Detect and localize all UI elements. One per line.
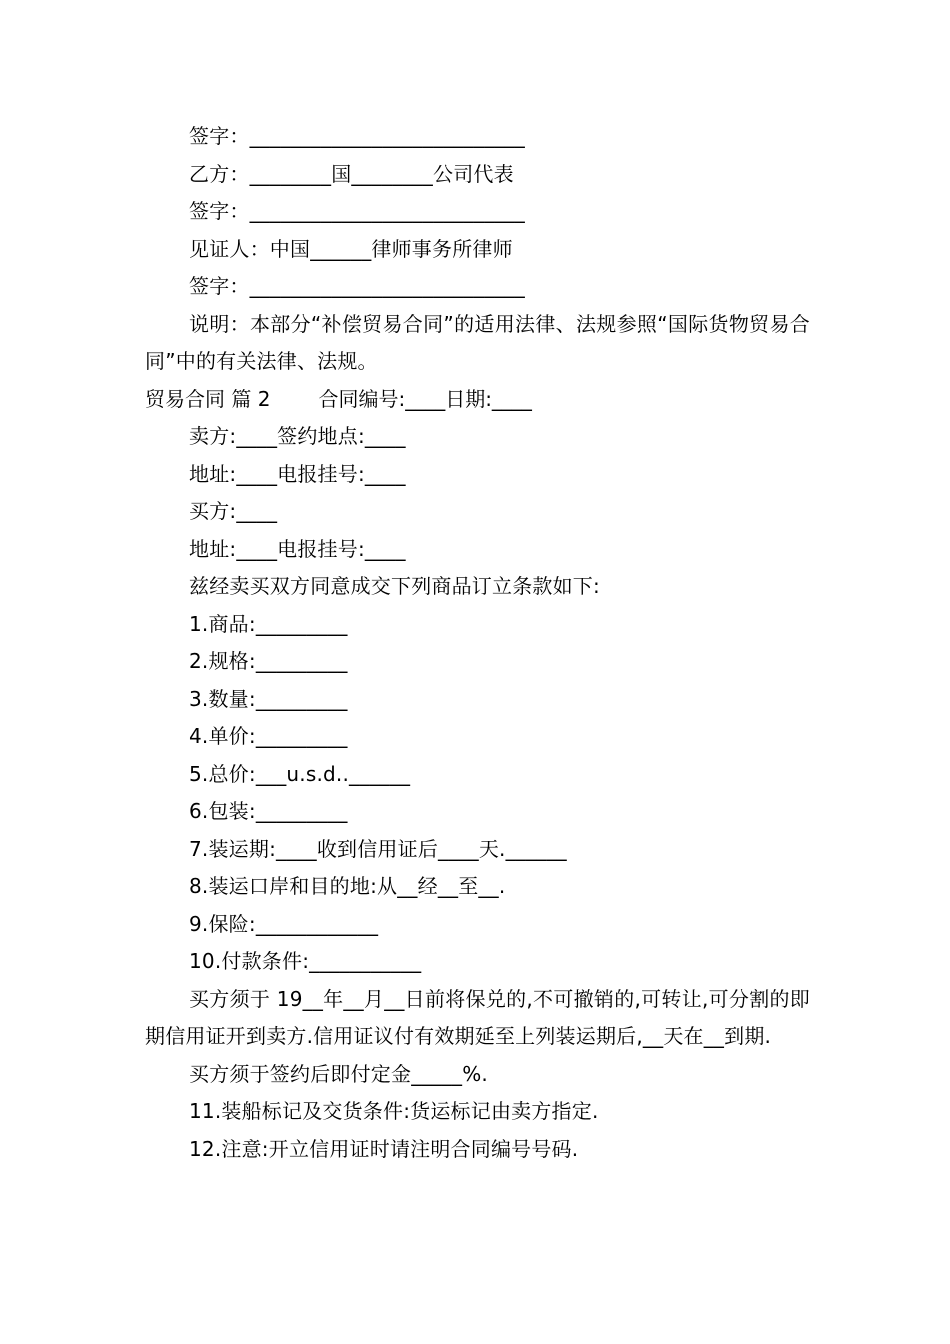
deposit-line: 买方须于签约后即付定金_____%.	[189, 1061, 488, 1086]
buyer-address-line: 地址:____电报挂号:____	[189, 536, 406, 561]
clause-item: 11.装船标记及交货条件:货运标记由卖方指定.	[189, 1099, 599, 1123]
note-paragraph: 说明：本部分“补偿贸易合同”的适用法律、法规参照“国际货物贸易合同”中的有关法律、法规。	[145, 311, 810, 373]
clause-item: 4.单价:_________	[189, 724, 348, 748]
seller-address-line: 地址:____电报挂号:____	[189, 461, 406, 486]
signature-line: 签字：___________________________	[189, 274, 525, 298]
witness-line: 见证人：中国______律师事务所律师	[189, 236, 513, 261]
agreement-intro: 兹经卖买双方同意成交下列商品订立条款如下:	[189, 574, 600, 598]
clause-item: 7.装运期:____收到信用证后____天.______	[189, 836, 567, 861]
clause-item: 2.规格:_________	[189, 649, 348, 673]
clause-item: 8.装运口岸和目的地:从__经__至__.	[189, 874, 506, 898]
section-title: 贸易合同 篇 2	[145, 386, 271, 411]
signature-line: 签字：___________________________	[189, 199, 525, 223]
section-heading	[145, 381, 810, 419]
contract-number-line: 合同编号:____日期:____	[318, 386, 532, 411]
document-body	[145, 118, 810, 1168]
buyer-line: 买方:____	[189, 499, 278, 523]
party-b-line: 乙方：________国________公司代表	[189, 161, 514, 186]
signature-line: 签字：___________________________	[189, 124, 525, 148]
clause-item: 9.保险:____________	[189, 911, 379, 936]
clause-item: 6.包装:_________	[189, 799, 348, 823]
clause-item: 1.商品:_________	[189, 611, 348, 636]
clause-item: 10.付款条件:___________	[189, 949, 422, 973]
seller-line: 卖方:____签约地点:____	[189, 424, 406, 448]
clause-item: 5.总价:___u.s.d..______	[189, 761, 411, 786]
clause-item: 12.注意:开立信用证时请注明合同编号号码.	[189, 1136, 579, 1161]
payment-paragraph: 买方须于 19__年__月__日前将保兑的,不可撤销的,可转让,可分割的即期信用证开到卖方.信用证议付有效期延至上列装运期后,__天在__到期.	[145, 986, 810, 1048]
clause-item: 3.数量:_________	[189, 686, 348, 711]
